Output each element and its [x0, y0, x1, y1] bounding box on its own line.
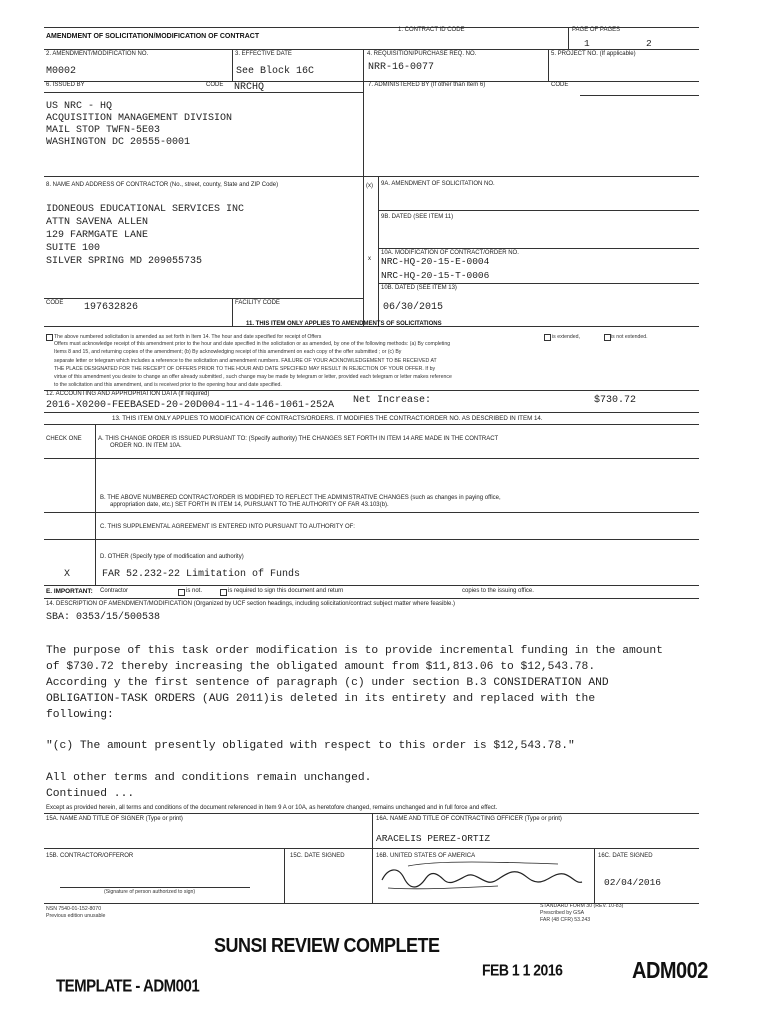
description-closing: All other terms and conditions remain unchanged.: [46, 772, 372, 784]
rule: [44, 458, 699, 459]
rule: [44, 298, 364, 299]
accounting-data: 2016-X0200-FEEBASED-20-20D004-11-4-146-1061-252A: [46, 400, 335, 411]
contractor-line: 129 FARMGATE LANE: [46, 230, 149, 241]
rule: [44, 585, 699, 586]
label-15b: 15B. CONTRACTOR/OFFEROR: [46, 853, 134, 859]
rule: [580, 95, 699, 96]
rule: [44, 512, 699, 513]
check-10a[interactable]: x: [368, 256, 371, 262]
item11-line: separate letter or telegram which includes a reference to the solicitation and amendment numbers. FAILURE OF YOUR ACKNOWLEDGEMENT TO BE RECEIVED AT: [54, 358, 437, 364]
label-15c: 15C. DATE SIGNED: [290, 853, 345, 859]
description-line: following:: [46, 709, 114, 721]
label-15a: 15A. NAME AND TITLE OF SIGNER (Type or print): [46, 816, 183, 822]
contractor-line: ATTN SAVENA ALLEN: [46, 217, 149, 228]
extended-checkbox[interactable]: [544, 334, 551, 341]
item11-line: The above numbered solicitation is amended as set forth in Item 14. The hour and date specified for receipt of Offers: [54, 334, 322, 340]
is-not-label: is not.: [186, 588, 203, 594]
label-16a: 16A. NAME AND TITLE OF CONTRACTING OFFICER (Type or print): [376, 816, 562, 822]
divider: [363, 176, 364, 326]
item11-line: virtue of this amendment you desire to change an offer already submitted , such change may be made by telegram or letter, provided each telegram or letter makes reference: [54, 374, 452, 380]
item13-b: B. THE ABOVE NUMBERED CONTRACT/ORDER IS MODIFIED TO REFLECT THE ADMINISTRATIVE CHANGES (such as changes in paying office,: [100, 495, 501, 501]
extended-label: is extended,: [552, 334, 580, 340]
not-extended-label: is not extended.: [611, 334, 648, 340]
divider: [548, 49, 549, 82]
sunsi-stamp: SUNSI REVIEW COMPLETE: [214, 933, 440, 957]
check-one-label: CHECK ONE: [46, 436, 82, 442]
template-stamp: TEMPLATE - ADM001: [56, 976, 200, 997]
mod-no-line2: NRC-HQ-20-15-T-0006: [381, 270, 490, 281]
effective-date: See Block 16C: [236, 66, 315, 77]
item11-line: Offers must acknowledge receipt of this amendment prior to the hour and date specified in the solicitation or as amended, by one of the following methods: (a) By completing: [54, 341, 451, 347]
admin-label: 7. ADMINISTERED BY (If other than Item 6): [368, 82, 486, 88]
rule: [378, 210, 699, 211]
far-reference: FAR (48 CFR) 53.243: [540, 917, 591, 923]
item11-title: 11. THIS ITEM ONLY APPLIES TO AMENDMENTS OF SOLICITATIONS: [246, 321, 442, 327]
issuer-line: MAIL STOP TWFN-5E03: [46, 125, 161, 136]
contractor-label: 8. NAME AND ADDRESS OF CONTRACTOR (No., street, county, State and ZIP Code): [46, 182, 279, 188]
label-10a: 10A. MODIFICATION OF CONTRACT/ORDER NO.: [381, 250, 519, 256]
divider: [232, 298, 233, 326]
signature-line: [60, 887, 250, 888]
issued-by-label: 6. ISSUED BY: [46, 82, 85, 88]
divider: [568, 27, 569, 50]
received-date-stamp: FEB 1 1 2016: [482, 960, 563, 980]
item13-a: A. THIS CHANGE ORDER IS ISSUED PURSUANT TO: (Specify authority) THE CHANGES SET FORTH IN ITEM 14 ARE MADE IN THE CONTRACT: [98, 436, 499, 442]
form-title: AMENDMENT OF SOLICITATION/MODIFICATION OF CONTRACT: [46, 33, 260, 40]
item11-checkbox[interactable]: [46, 334, 53, 341]
page-number: 1: [584, 38, 590, 49]
amendment-no: M0002: [46, 66, 77, 77]
mod-no-line1: NRC-HQ-20-15-E-0004: [381, 256, 490, 267]
page-of-pages-label: PAGE OF PAGES: [572, 27, 621, 33]
rule: [44, 49, 699, 50]
item13-d-check[interactable]: X: [64, 569, 71, 580]
divider: [95, 424, 96, 586]
item13-title: 13. THIS ITEM ONLY APPLIES TO MODIFICATION OF CONTRACTS/ORDERS. IT MODIFIES THE CONTRACT/ORDER NO. AS DESCRIBED IN ITEM 14.: [112, 415, 543, 422]
label-16c: 16C. DATE SIGNED: [598, 853, 653, 859]
prescribed-by: Prescribed by GSA: [540, 910, 585, 916]
not-extended-checkbox[interactable]: [604, 334, 611, 341]
label-9a: 9A. AMENDMENT OF SOLICITATION NO.: [381, 181, 495, 187]
sba-number: SBA: 0353/15/500538: [46, 612, 161, 623]
rule: [378, 248, 699, 249]
contract-id-label: 1. CONTRACT ID CODE: [398, 27, 465, 33]
item12-label: 12. ACCOUNTING AND APPROPRIATION DATA (If required): [46, 391, 210, 397]
requisition-label: 4. REQUISITION/PURCHASE REQ. NO.: [367, 51, 477, 57]
issuer-line: US NRC - HQ: [46, 101, 113, 112]
issuer-line: WASHINGTON DC 20555-0001: [46, 137, 191, 148]
contractor-line: IDONEOUS EDUCATIONAL SERVICES INC: [46, 204, 245, 215]
amendment-no-label: 2. AMENDMENT/MODIFICATION NO.: [46, 51, 149, 57]
continued-label: Continued ...: [46, 788, 135, 800]
description-line: OBLIGATION-TASK ORDERS (AUG 2011)is deleted in its entirety and replaced with the: [46, 693, 596, 705]
net-increase-label: Net Increase:: [353, 395, 432, 406]
issued-code: NRCHQ: [234, 82, 265, 93]
co-name: ARACELIS PEREZ-ORTIZ: [376, 833, 491, 844]
item13-b2: appropriation date, etc.) SET FORTH IN ITEM 14, PURSUANT TO THE AUTHORITY OF FAR 43.103(b).: [110, 502, 389, 508]
rule: [44, 848, 699, 849]
item13-d-value: FAR 52.232-22 Limitation of Funds: [102, 569, 301, 580]
divider: [594, 848, 595, 903]
except-clause: Except as provided herein, all terms and conditions of the document referenced in Item 9 A or 10A, as heretofore changed, remains unchanged and in full force and effect.: [46, 805, 498, 811]
is-required-label: is required to sign this document and return: [228, 588, 344, 594]
previous-edition: Previous edition unusable: [46, 913, 106, 919]
rule: [44, 176, 699, 177]
important-label: E. IMPORTANT:: [46, 588, 93, 595]
label-10b: 10B. DATED (SEE ITEM 13): [381, 285, 457, 291]
copies-label: copies to the issuing office.: [462, 588, 534, 594]
divider: [363, 81, 364, 176]
adm-stamp: ADM002: [632, 958, 708, 984]
item13-d: D. OTHER (Specify type of modification and authority): [100, 554, 244, 560]
contractor-line: SILVER SPRING MD 209055735: [46, 256, 203, 267]
rule: [378, 283, 699, 284]
is-required-checkbox[interactable]: [220, 589, 227, 596]
page-total: 2: [646, 38, 652, 49]
requisition-no: NRR-16-0077: [368, 62, 435, 73]
item13-a2: ORDER NO. IN ITEM 10A.: [110, 443, 182, 449]
dated-10b: 06/30/2015: [383, 302, 444, 313]
item11-line: Items 8 and 15, and returning copies of the amendment; (b) By acknowledging receipt of this amendment on each copy of the offer submitted ; or (c) By: [54, 349, 402, 355]
contractor-code: 197632826: [84, 302, 139, 313]
contractor-code-label: CODE: [46, 300, 64, 306]
description-quote: "(c) The amount presently obligated with respect to this order is $12,543.78.": [46, 740, 575, 752]
contracting-officer-signature: [378, 860, 588, 896]
label-9b: 9B. DATED (SEE ITEM 11): [381, 214, 454, 220]
admin-code-label: CODE: [551, 82, 569, 88]
check-9a[interactable]: (x): [366, 183, 373, 189]
item11-line: THE PLACE DESIGNATED FOR THE RECEIPT OF OFFERS PRIOR TO THE HOUR AND DATE SPECIFIED MAY RESULT IN REJECTION OF YOUR OFFER. If by: [54, 366, 436, 372]
item14-label: 14. DESCRIPTION OF AMENDMENT/MODIFICATION (Organized by UCF section headings, including solicitation/contract subject matter where feasible.): [46, 601, 456, 607]
is-not-checkbox[interactable]: [178, 589, 185, 596]
nsn: NSN 7540-01-152-8070: [46, 906, 102, 912]
contractor-line: SUITE 100: [46, 243, 101, 254]
issuer-line: ACQUISITION MANAGEMENT DIVISION: [46, 113, 233, 124]
divider: [378, 176, 379, 326]
issued-code-label: CODE: [206, 82, 224, 88]
rule: [44, 92, 364, 93]
project-label: 5. PROJECT NO. (If applicable): [551, 51, 636, 57]
rule: [44, 412, 699, 413]
label-16b: 16B. UNITED STATES OF AMERICA: [376, 853, 476, 859]
rule: [44, 598, 699, 599]
rule: [44, 539, 699, 540]
rule: [44, 424, 699, 425]
sig-hint: (Signature of person authorized to sign): [104, 889, 196, 895]
net-increase-value: $730.72: [594, 395, 637, 406]
date-16c: 02/04/2016: [604, 877, 662, 888]
divider: [363, 49, 364, 82]
item11-line: to the solicitation and this amendment, and is received prior to the opening hour and date specified.: [54, 382, 282, 388]
facility-code-label: FACILITY CODE: [235, 300, 280, 306]
divider: [372, 813, 373, 903]
effective-date-label: 3. EFFECTIVE DATE: [235, 51, 292, 57]
divider: [232, 49, 233, 82]
description-line: of $730.72 thereby increasing the obligated amount from $11,813.06 to $12,543.78.: [46, 661, 596, 673]
important-contractor: Contractor: [100, 588, 129, 594]
item13-c: C. THIS SUPPLEMENTAL AGREEMENT IS ENTERED INTO PURSUANT TO AUTHORITY OF:: [100, 524, 355, 530]
divider: [284, 848, 285, 903]
standard-form: STANDARD FORM 30 (REV. 10-83): [540, 903, 624, 909]
description-line: According y the first sentence of paragraph (c) under section B.3 CONSIDERATION AND: [46, 677, 609, 689]
description-line: The purpose of this task order modification is to provide incremental funding in the amount: [46, 645, 663, 657]
